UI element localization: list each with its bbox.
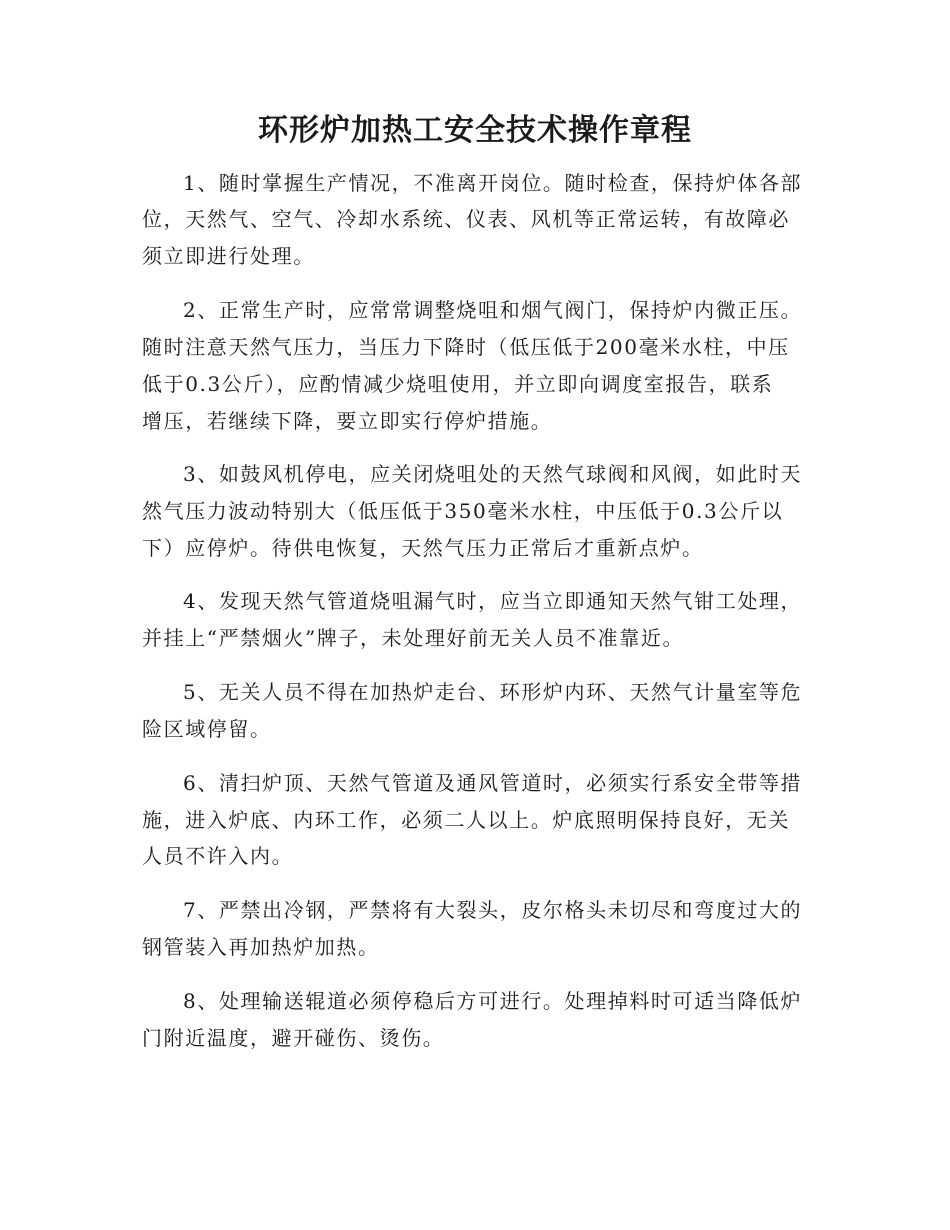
paragraph-line: 并挂上“严禁烟火”牌子，未处理好前无关人员不准靠近。 (142, 626, 685, 650)
paragraph-line: 随时注意天然气压力，当压力下降时（低压低于200毫米水柱，中压 (142, 335, 790, 359)
paragraph-line: 门附近温度，避开碰伤、烫伤。 (142, 1026, 445, 1050)
paragraph-line: 5、无关人员不得在加热炉走台、环形炉内环、天然气计量室等危 (183, 680, 803, 704)
paragraph-line: 4、发现天然气管道烧咀漏气时，应当立即通知天然气钳工处理， (183, 589, 803, 613)
paragraph-line: 施，进入炉底、内环工作，必须二人以上。炉底照明保持良好，无关 (142, 808, 790, 832)
paragraph-line: 3、如鼓风机停电，应关闭烧咀处的天然气球阀和风阀，如此时天 (183, 462, 803, 486)
paragraph-line: 位，天然气、空气、冷却水系统、仪表、风机等正常运转，有故障必 (142, 207, 790, 231)
paragraph-line: 须立即进行处理。 (142, 244, 315, 268)
paragraph-line: 低于0.3公斤），应酌情减少烧咀使用，并立即向调度室报告，联系 (142, 372, 774, 396)
paragraph-line: 7、严禁出冷钢，严禁将有大裂头，皮尔格头未切尽和弯度过大的 (183, 898, 803, 922)
paragraph-line: 险区域停留。 (142, 717, 272, 741)
paragraph-line: 2、正常生产时，应常常调整烧咀和烟气阀门，保持炉内微正压。 (183, 298, 803, 322)
paragraph-line: 下）应停炉。待供电恢复，天然气压力正常后才重新点炉。 (142, 536, 704, 560)
paragraph-line: 然气压力波动特别大（低压低于350毫米水柱，中压低于0.3公斤以 (142, 499, 784, 523)
paragraph-line: 增压，若继续下降，要立即实行停炉措施。 (142, 409, 553, 433)
paragraph-line: 8、处理输送辊道必须停稳后方可进行。处理掉料时可适当降低炉 (183, 989, 803, 1013)
paragraph-line: 人员不许入内。 (142, 844, 294, 868)
paragraph-line: 1、随时掌握生产情况，不准离开岗位。随时检查，保持炉体各部 (183, 171, 803, 195)
document-title: 环形炉加热工安全技术操作章程 (258, 113, 692, 148)
paragraph-line: 6、清扫炉顶、天然气管道及通风管道时，必须实行系安全带等措 (183, 771, 803, 795)
paragraph-line: 钢管装入再加热炉加热。 (142, 935, 380, 959)
